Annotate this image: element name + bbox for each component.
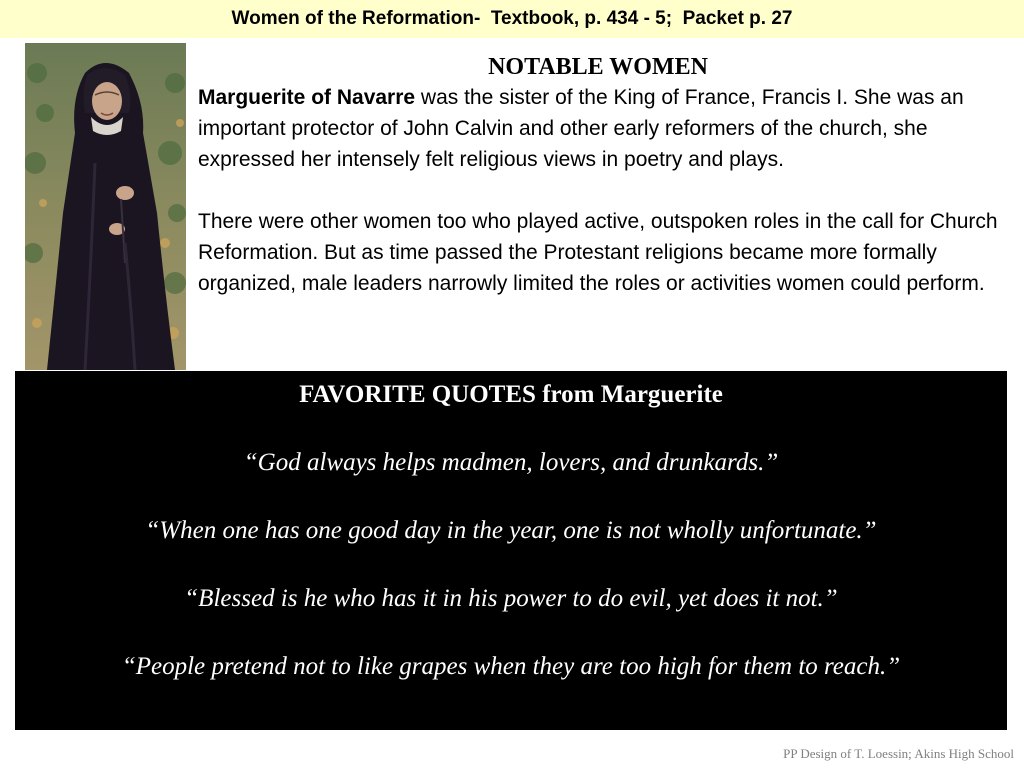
quotes-heading: FAVORITE QUOTES from Marguerite bbox=[299, 381, 723, 408]
quote-3: “Blessed is he who has it in his power to do evil, yet does it not.” bbox=[184, 585, 838, 612]
paragraph-marguerite-text: was the sister of the King of France, Francis I. She was an important protector of John Calvin and other early reformers of the church, she expressed her intensely felt religious views in poetry and plays. bbox=[198, 86, 964, 171]
paragraph-marguerite bbox=[198, 82, 1008, 175]
quotes-box bbox=[15, 371, 1007, 730]
quote-2: “When one has one good day in the year, one is not wholly unfortunate.” bbox=[145, 517, 877, 544]
notable-women-section bbox=[198, 52, 1008, 299]
portrait-image bbox=[25, 43, 186, 370]
footer-credit: PP Design of T. Loessin; Akins High School bbox=[783, 746, 1014, 761]
paragraph-other-women: There were other women too who played active, outspoken roles in the call for Church Reformation. But as time passed the Protestant religions became more formally organized, male leaders narrowly limited the roles or activities women could perform. bbox=[198, 210, 998, 295]
section-heading: NOTABLE WOMEN bbox=[488, 54, 708, 80]
quote-1: “God always helps madmen, lovers, and drunkards.” bbox=[243, 449, 779, 476]
quote-4: “People pretend not to like grapes when they are too high for them to reach.” bbox=[121, 653, 901, 680]
marguerite-name: Marguerite of Navarre bbox=[198, 86, 416, 109]
slide-title: Women of the Reformation- Textbook, p. 434 - 5; Packet p. 27 bbox=[0, 0, 1024, 38]
